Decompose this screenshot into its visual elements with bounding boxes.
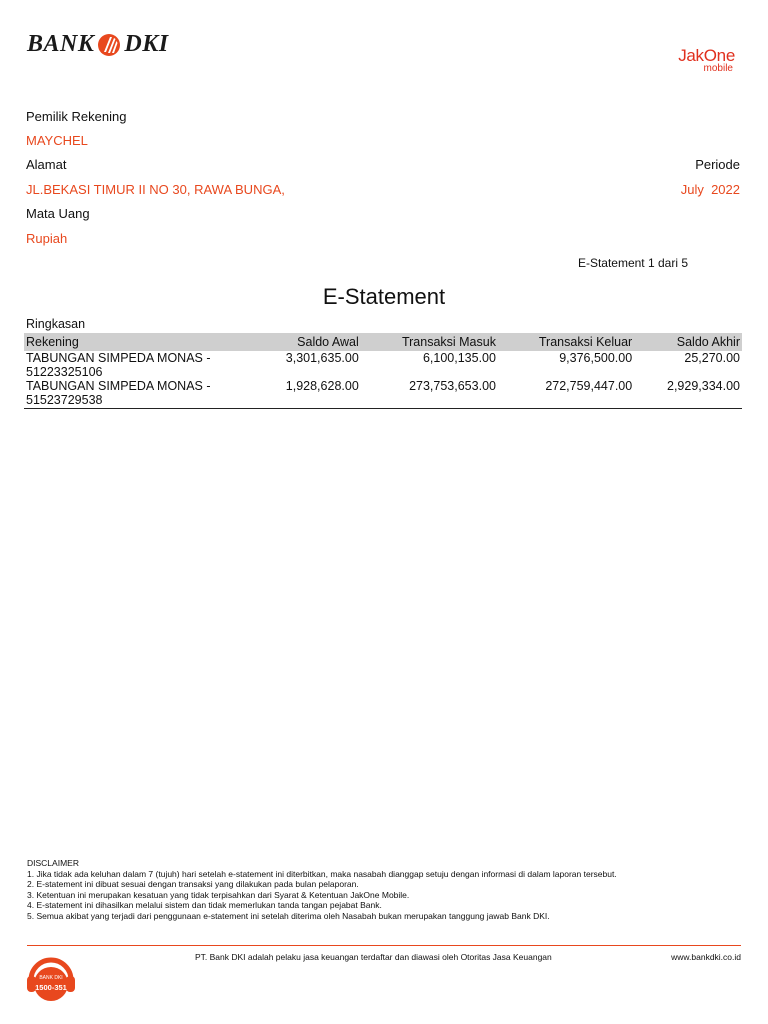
badge-number-text: 1500-351 bbox=[35, 983, 67, 992]
bank-logo-text-left: BANK bbox=[27, 31, 95, 57]
statement-page-info: E-Statement 1 dari 5 bbox=[577, 256, 688, 270]
account-cell bbox=[24, 379, 253, 409]
disclaimer-item: 3. Ketentuan ini merupakan kesatuan yang tidak terpisahkan dari Syarat & Ketentuan JakOne Mobile. bbox=[27, 889, 410, 900]
address-label: Alamat bbox=[26, 157, 67, 172]
bank-dki-emblem-icon bbox=[96, 32, 122, 58]
opening-balance-cell: 1,928,628.00 bbox=[253, 379, 361, 409]
incoming-cell: 273,753,653.00 bbox=[361, 379, 498, 409]
jakone-logo-text: JakOne bbox=[678, 46, 735, 65]
closing-balance-cell: 2,929,334.00 bbox=[634, 379, 742, 409]
summary-table bbox=[24, 333, 742, 409]
owner-value: MAYCHEL bbox=[26, 133, 88, 148]
page-title: E-Statement bbox=[322, 284, 446, 309]
jakone-mobile-logo bbox=[678, 47, 735, 74]
table-row bbox=[24, 351, 742, 379]
closing-balance-cell: 25,270.00 bbox=[684, 351, 740, 365]
address-value: JL.BEKASI TIMUR II NO 30, RAWA BUNGA, bbox=[26, 182, 285, 197]
column-header-incoming: Transaksi Masuk bbox=[361, 333, 498, 351]
table-header-row bbox=[24, 333, 742, 351]
footer-divider bbox=[27, 945, 741, 946]
column-header-closing-balance: Saldo Akhir bbox=[634, 333, 742, 351]
account-number: 51223325106 bbox=[26, 365, 103, 379]
outgoing-cell: 9,376,500.00 bbox=[559, 351, 633, 365]
badge-brand-text: BANK DKI bbox=[39, 975, 63, 981]
period-value: July 2022 bbox=[680, 182, 740, 197]
table-row bbox=[24, 379, 742, 409]
column-header-account: Rekening bbox=[24, 333, 253, 351]
website-link[interactable]: www.bankdki.co.id bbox=[671, 952, 741, 962]
column-header-outgoing: Transaksi Keluar bbox=[498, 333, 634, 351]
account-number: 51523729538 bbox=[26, 393, 103, 407]
bank-dki-logo bbox=[27, 31, 169, 58]
disclaimer-block bbox=[27, 858, 617, 921]
incoming-cell: 6,100,135.00 bbox=[422, 351, 496, 365]
disclaimer-title: DISCLAIMER bbox=[27, 858, 79, 868]
disclaimer-item: 5. Semua akibat yang terjadi dari penggunaan e-statement ini setelah diterima oleh Nasabah bukan merupakan tanggung jawab Bank DKI. bbox=[27, 910, 550, 921]
disclaimer-item: 2. E-statement ini dibuat sesuai dengan transaksi yang dilakukan pada bulan pelaporan. bbox=[27, 879, 359, 889]
currency-value: Rupiah bbox=[26, 231, 68, 246]
call-center-badge bbox=[23, 950, 79, 1006]
disclaimer-item: 4. E-statement ini dihasilkan melalui sistem dan tidak memerlukan tanda tangan pejabat Bank. bbox=[27, 900, 382, 910]
column-header-opening-balance: Saldo Awal bbox=[253, 333, 361, 351]
call-center-headset-icon bbox=[23, 950, 79, 1006]
owner-label: Pemilik Rekening bbox=[26, 109, 127, 124]
opening-balance-cell: 3,301,635.00 bbox=[285, 351, 359, 365]
jakone-logo-sub: mobile bbox=[703, 63, 733, 74]
disclaimer-item: 1. Jika tidak ada keluhan dalam 7 (tujuh) hari setelah e-statement ini diterbitkan, maka nasabah dianggap setuju dengan informasi di dalam laporan tersebut. bbox=[27, 868, 617, 879]
outgoing-cell: 272,759,447.00 bbox=[498, 379, 634, 409]
account-cell bbox=[24, 351, 253, 379]
currency-label: Mata Uang bbox=[26, 206, 90, 221]
account-name: TABUNGAN SIMPEDA MONAS - bbox=[26, 379, 211, 393]
summary-section-label: Ringkasan bbox=[26, 317, 86, 331]
bank-logo-text-right: DKI bbox=[124, 31, 169, 57]
period-label: Periode bbox=[695, 157, 740, 172]
regulator-notice: PT. Bank DKI adalah pelaku jasa keuangan terdaftar dan diawasi oleh Otoritas Jasa Keuangan bbox=[195, 952, 552, 962]
account-name: TABUNGAN SIMPEDA MONAS - bbox=[26, 351, 211, 365]
